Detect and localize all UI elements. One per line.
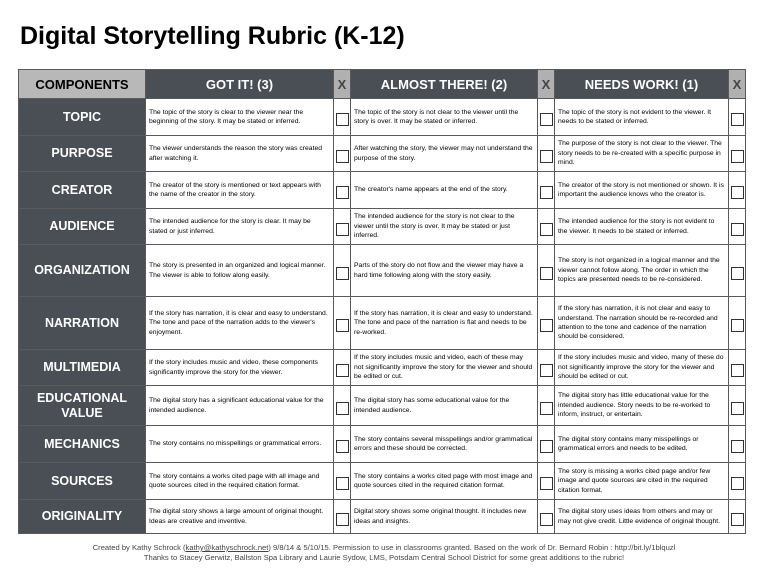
descriptor-almost: The digital story has some educational value for the intended audience.	[351, 386, 538, 426]
checkbox-cell	[334, 386, 351, 426]
descriptor-got-it: The story contains a works cited page with all image and quote sources cited in the required citation format.	[146, 463, 334, 500]
footer	[0, 543, 768, 564]
checkbox-needs-work[interactable]	[731, 364, 744, 377]
checkbox-almost[interactable]	[540, 113, 553, 126]
table-row	[19, 350, 746, 386]
table-row	[19, 500, 746, 534]
author-email-link[interactable]: kathy@kathyschrock.net	[185, 543, 269, 552]
descriptor-almost: The intended audience for the story is not clear to the viewer until the story is over. It may be stated or just inferred.	[351, 209, 538, 245]
descriptor-needs-work: The intended audience for the story is not evident to the viewer. It needs to be stated or inferred.	[555, 209, 729, 245]
descriptor-got-it: The viewer understands the reason the story was created after watching it.	[146, 136, 334, 172]
checkbox-cell	[334, 99, 351, 136]
checkbox-got-it[interactable]	[336, 513, 349, 526]
checkbox-cell	[334, 426, 351, 463]
checkbox-needs-work[interactable]	[731, 319, 744, 332]
checkbox-cell	[729, 245, 746, 297]
checkbox-needs-work[interactable]	[731, 513, 744, 526]
descriptor-got-it: If the story includes music and video, these components significantly improve the story for the viewer.	[146, 350, 334, 386]
checkbox-almost[interactable]	[540, 223, 553, 236]
component-label: TOPIC	[19, 99, 146, 136]
checkbox-cell	[538, 136, 555, 172]
descriptor-got-it: The intended audience for the story is clear. It may be stated or just inferred.	[146, 209, 334, 245]
component-label: SOURCES	[19, 463, 146, 500]
descriptor-needs-work: If the story has narration, it is not clear and easy to understand. The narration should be re-recorded and attention to the tone and cadence of the narration should be considered.	[555, 297, 729, 350]
checkbox-almost[interactable]	[540, 319, 553, 332]
table-row	[19, 386, 746, 426]
checkbox-needs-work[interactable]	[731, 186, 744, 199]
header-row	[19, 70, 746, 99]
descriptor-got-it: The story contains no misspellings or grammatical errors.	[146, 426, 334, 463]
component-label: CREATOR	[19, 172, 146, 209]
descriptor-got-it: The digital story shows a large amount of original thought. Ideas are creative and inventive.	[146, 500, 334, 534]
checkbox-got-it[interactable]	[336, 150, 349, 163]
checkbox-almost[interactable]	[540, 440, 553, 453]
descriptor-almost: The story contains a works cited page with most image and quote sources cited in the required citation format.	[351, 463, 538, 500]
checkbox-cell	[729, 136, 746, 172]
needs-work-header: NEEDS WORK! (1)	[555, 70, 729, 99]
descriptor-needs-work: The story is not organized in a logical manner and the viewer cannot follow along. The order in which the topics are presented needs to be re-considered.	[555, 245, 729, 297]
checkbox-got-it[interactable]	[336, 113, 349, 126]
table-row	[19, 209, 746, 245]
checkbox-cell	[729, 209, 746, 245]
checkbox-cell	[334, 463, 351, 500]
descriptor-almost: The story contains several misspellings and/or grammatical errors and these should be corrected.	[351, 426, 538, 463]
checkbox-cell	[538, 386, 555, 426]
checkbox-cell	[538, 297, 555, 350]
table-row	[19, 99, 746, 136]
descriptor-needs-work: The digital story contains many misspellings or grammatical errors and needs to be edited.	[555, 426, 729, 463]
checkbox-cell	[538, 99, 555, 136]
descriptor-got-it: The creator of the story is mentioned or text appears with the name of the creator in the story.	[146, 172, 334, 209]
descriptor-needs-work: The purpose of the story is not clear to the viewer. The story needs to be re-created with a specific purpose in mind.	[555, 136, 729, 172]
got-it-header: GOT IT! (3)	[146, 70, 334, 99]
descriptor-got-it: The digital story has a significant educational value for the intended audience.	[146, 386, 334, 426]
checkbox-almost[interactable]	[540, 267, 553, 280]
descriptor-needs-work: The creator of the story is not mentioned or shown. It is important the audience knows who the creator is.	[555, 172, 729, 209]
descriptor-needs-work: If the story includes music and video, many of these do not significantly improve the story for the viewer and should be edited or cut.	[555, 350, 729, 386]
checkbox-cell	[729, 297, 746, 350]
almost-there-header: ALMOST THERE! (2)	[351, 70, 538, 99]
got-it-x-header: X	[334, 70, 351, 99]
descriptor-almost: Digital story shows some original thought. It includes new ideas and insights.	[351, 500, 538, 534]
descriptor-almost: Parts of the story do not flow and the viewer may have a hard time following along with the story easily.	[351, 245, 538, 297]
checkbox-needs-work[interactable]	[731, 267, 744, 280]
needs-work-x-header: X	[729, 70, 746, 99]
checkbox-cell	[538, 245, 555, 297]
checkbox-cell	[729, 172, 746, 209]
checkbox-cell	[334, 350, 351, 386]
descriptor-almost: If the story has narration, it is clear and easy to understand. The tone and pace of the narration is flat and needs to be re-worked.	[351, 297, 538, 350]
table-row	[19, 245, 746, 297]
checkbox-got-it[interactable]	[336, 364, 349, 377]
checkbox-needs-work[interactable]	[731, 402, 744, 415]
checkbox-almost[interactable]	[540, 402, 553, 415]
checkbox-cell	[729, 99, 746, 136]
component-label: EDUCATIONAL VALUE	[19, 386, 146, 426]
checkbox-got-it[interactable]	[336, 267, 349, 280]
checkbox-cell	[334, 136, 351, 172]
descriptor-needs-work: The topic of the story is not evident to the viewer. It needs to be stated or inferred.	[555, 99, 729, 136]
checkbox-cell	[538, 426, 555, 463]
checkbox-got-it[interactable]	[336, 402, 349, 415]
checkbox-needs-work[interactable]	[731, 440, 744, 453]
checkbox-needs-work[interactable]	[731, 223, 744, 236]
checkbox-cell	[729, 350, 746, 386]
checkbox-almost[interactable]	[540, 186, 553, 199]
checkbox-cell	[334, 245, 351, 297]
table-row	[19, 463, 746, 500]
checkbox-cell	[538, 500, 555, 534]
table-row	[19, 136, 746, 172]
descriptor-almost: After watching the story, the viewer may not understand the purpose of the story.	[351, 136, 538, 172]
checkbox-cell	[334, 172, 351, 209]
checkbox-cell	[729, 463, 746, 500]
checkbox-cell	[334, 297, 351, 350]
component-label: MECHANICS	[19, 426, 146, 463]
checkbox-cell	[538, 172, 555, 209]
footer-line-1: Created by Kathy Schrock (kathy@kathyschrock.net) 9/8/14 & 5/10/15. Permission to use in classrooms granted. Based on the work of Dr. Bernard Robin : http://bit.ly/1blquzl	[92, 543, 676, 552]
component-label: ORIGINALITY	[19, 500, 146, 534]
checkbox-got-it[interactable]	[336, 186, 349, 199]
page-title: Digital Storytelling Rubric (K-12)	[20, 22, 405, 50]
table-row	[19, 172, 746, 209]
checkbox-got-it[interactable]	[336, 440, 349, 453]
checkbox-cell	[729, 386, 746, 426]
component-label: PURPOSE	[19, 136, 146, 172]
table-row	[19, 297, 746, 350]
descriptor-needs-work: The digital story has little educational value for the intended audience. Story needs to be re-worked to inform, instruct, or entertain.	[555, 386, 729, 426]
checkbox-almost[interactable]	[540, 477, 553, 490]
component-label: AUDIENCE	[19, 209, 146, 245]
checkbox-almost[interactable]	[540, 364, 553, 377]
checkbox-got-it[interactable]	[336, 477, 349, 490]
descriptor-needs-work: The digital story uses ideas from others and may or may not give credit. Little evidence of original thought.	[555, 500, 729, 534]
checkbox-needs-work[interactable]	[731, 113, 744, 126]
components-header: COMPONENTS	[19, 70, 146, 99]
table-row	[19, 426, 746, 463]
component-label: MULTIMEDIA	[19, 350, 146, 386]
descriptor-needs-work: The story is missing a works cited page and/or few image and quote sources are cited in the required citation format.	[555, 463, 729, 500]
component-label: ORGANIZATION	[19, 245, 146, 297]
descriptor-got-it: If the story has narration, it is clear and easy to understand. The tone and pace of the narration adds to the viewer's enjoyment.	[146, 297, 334, 350]
descriptor-almost: The topic of the story is not clear to the viewer until the story is over. It may be stated or inferred.	[351, 99, 538, 136]
checkbox-cell	[538, 463, 555, 500]
descriptor-almost: If the story includes music and video, each of these may not significantly improve the story for the viewer and should be edited or cut.	[351, 350, 538, 386]
checkbox-got-it[interactable]	[336, 319, 349, 332]
almost-there-x-header: X	[538, 70, 555, 99]
rubric-table	[18, 69, 746, 534]
checkbox-cell	[334, 209, 351, 245]
checkbox-cell	[538, 350, 555, 386]
descriptor-got-it: The story is presented in an organized and logical manner. The viewer is able to follow along easily.	[146, 245, 334, 297]
checkbox-almost[interactable]	[540, 150, 553, 163]
checkbox-got-it[interactable]	[336, 223, 349, 236]
descriptor-got-it: The topic of the story is clear to the viewer near the beginning of the story. It may be stated or inferred.	[146, 99, 334, 136]
checkbox-almost[interactable]	[540, 513, 553, 526]
descriptor-almost: The creator's name appears at the end of the story.	[351, 172, 538, 209]
checkbox-cell	[334, 500, 351, 534]
checkbox-cell	[729, 500, 746, 534]
component-label: NARRATION	[19, 297, 146, 350]
footer-line-2: Thanks to Stacey Gerwitz, Ballston Spa Library and Laurie Sydow, LMS, Potsdam Central School District for some great additions to the rubric!	[143, 553, 625, 563]
checkbox-cell	[729, 426, 746, 463]
checkbox-needs-work[interactable]	[731, 150, 744, 163]
checkbox-needs-work[interactable]	[731, 477, 744, 490]
checkbox-cell	[538, 209, 555, 245]
